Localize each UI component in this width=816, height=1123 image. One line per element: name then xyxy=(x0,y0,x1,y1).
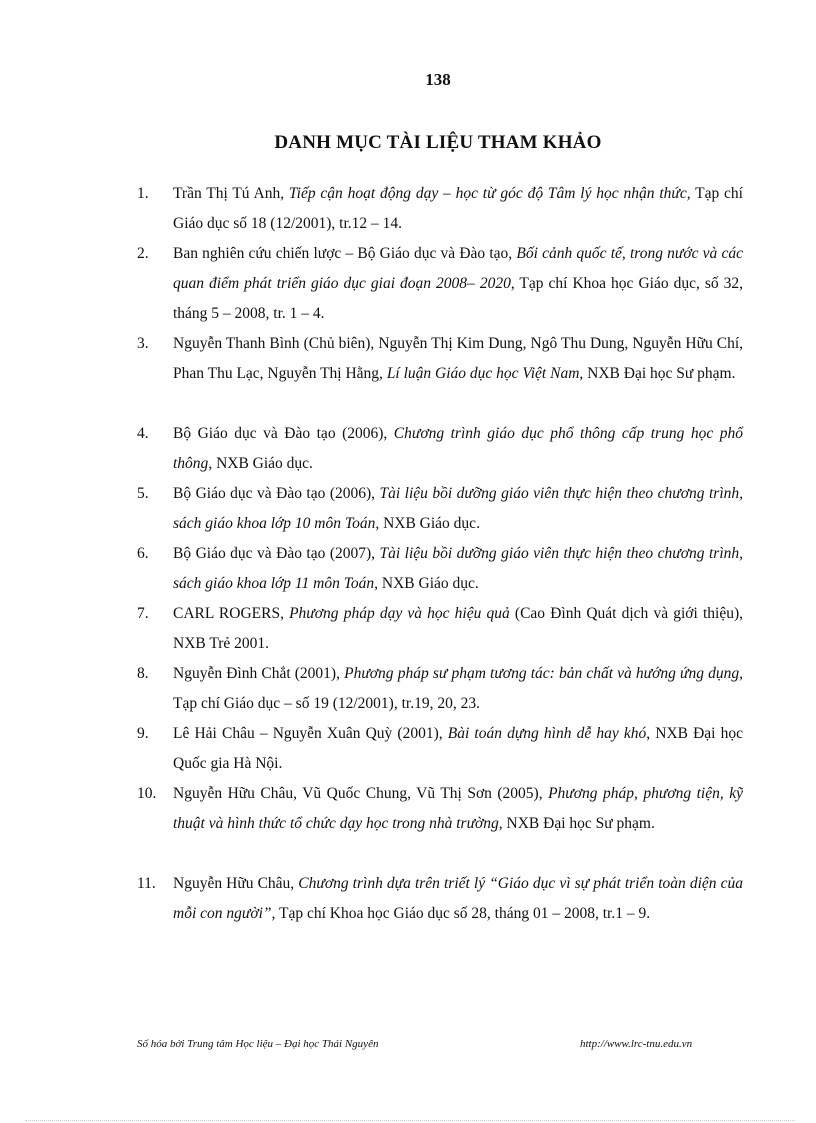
reference-number: 8. xyxy=(137,665,149,682)
reference-text xyxy=(173,239,743,329)
reference-title: Tài liệu bồi dưỡng giáo viên thực hiện theo chương trình, sách giáo khoa lớp 11 môn Toán, xyxy=(173,545,744,592)
reference-text xyxy=(173,719,743,779)
reference-title: Phương pháp sư phạm tương tác: bản chất và hướng ứng dụng, xyxy=(344,665,744,682)
reference-segment: (Cao Đình Quát dịch và giới thiệu), NXB Trẻ 2001. xyxy=(173,605,743,652)
reference-segment: NXB Giáo dục. xyxy=(379,515,480,532)
reference-number: 7. xyxy=(137,605,149,622)
reference-title: Phương pháp dạy và học hiệu quả xyxy=(289,605,510,622)
reference-segment: NXB Giáo dục. xyxy=(378,575,479,592)
reference-title: Chương trình dựa trên triết lý “Giáo dục vì sự phát triển toàn diện của mỗi con người”, xyxy=(173,875,744,922)
page-bottom-divider xyxy=(25,1120,795,1121)
reference-segment: Bộ Giáo dục và Đào tạo (2006), xyxy=(173,485,380,502)
reference-number: 10. xyxy=(137,785,157,802)
reference-segment: , Tạp chí Khoa học Giáo dục, số 32, tháng 5 – 2008, tr. 1 – 4. xyxy=(173,275,744,322)
reference-text xyxy=(173,539,743,599)
footer-url[interactable]: http://www.lrc-tnu.edu.vn xyxy=(580,1038,693,1050)
reference-text xyxy=(173,329,743,389)
reference-segment: Bộ Giáo dục và Đào tạo (2006), xyxy=(173,425,394,442)
reference-segment: Lê Hải Châu – Nguyễn Xuân Quỳ (2001), xyxy=(173,725,448,742)
reference-text xyxy=(173,479,743,539)
reference-segment: Nguyễn Đình Chắt (2001), xyxy=(173,665,345,682)
reference-text xyxy=(173,779,743,839)
reference-segment: Tạp chí Giáo dục – số 19 (12/2001), tr.19, 20, 23. xyxy=(173,695,480,712)
reference-text xyxy=(173,599,743,659)
reference-segment: Bộ Giáo dục và Đào tạo (2007), xyxy=(173,545,380,562)
reference-segment: , NXB Đại học Quốc gia Hà Nội. xyxy=(173,725,743,772)
reference-text xyxy=(173,419,743,479)
reference-segment: Nguyễn Hữu Châu, Vũ Quốc Chung, Vũ Thị Sơn (2005), xyxy=(173,785,549,802)
reference-text xyxy=(173,869,743,929)
reference-text xyxy=(173,179,743,239)
reference-number: 6. xyxy=(137,545,149,562)
reference-title: Tiếp cận hoạt động dạy – học từ góc độ Tâm lý học nhận thức, xyxy=(288,185,691,202)
reference-number: 9. xyxy=(137,725,149,742)
reference-number: 5. xyxy=(137,485,149,502)
reference-title: Bối cảnh quốc tế, trong nước và các quan điểm phát triển giáo dục giai đoạn 2008– 2020 xyxy=(173,245,743,292)
reference-number: 2. xyxy=(137,245,149,262)
reference-number: 3. xyxy=(137,335,149,352)
reference-text xyxy=(173,659,743,719)
reference-segment: Trần Thị Tú Anh, xyxy=(173,185,289,202)
reference-segment: , NXB Giáo dục. xyxy=(208,455,313,472)
reference-title: Chương trình giáo dục phổ thông cấp trung học phổ thông xyxy=(173,425,743,472)
page-number: 138 xyxy=(425,70,451,89)
reference-title: Tài liệu bồi dưỡng giáo viên thực hiện theo chương trình, sách giáo khoa lớp 10 môn Toán, xyxy=(173,485,744,532)
reference-title: Phương pháp, phương tiện, kỹ thuật và hình thức tổ chức dạy học trong nhà trường, xyxy=(173,785,743,832)
reference-number: 4. xyxy=(137,425,149,442)
reference-segment: Nguyễn Hữu Châu, xyxy=(173,875,299,892)
reference-segment: Ban nghiên cứu chiến lược – Bộ Giáo dục và Đào tạo, xyxy=(173,245,517,262)
reference-segment: Tạp chí Giáo dục số 18 (12/2001), tr.12 – 14. xyxy=(173,185,743,232)
reference-title: Bài toán dựng hình dễ hay khó xyxy=(447,725,647,742)
footer-source: Số hóa bởi Trung tâm Học liệu – Đại học Thái Nguyên xyxy=(137,1038,379,1050)
reference-segment: NXB Đại học Sư phạm. xyxy=(502,815,655,832)
reference-number: 11. xyxy=(137,875,156,892)
reference-number: 1. xyxy=(137,185,149,202)
reference-title: Lí luận Giáo dục học Việt Nam xyxy=(386,365,580,382)
reference-segment: Tạp chí Khoa học Giáo dục số 28, tháng 01 – 2008, tr.1 – 9. xyxy=(275,905,651,922)
page-title: DANH MỤC TÀI LIỆU THAM KHẢO xyxy=(274,132,602,153)
reference-segment: Nguyễn Thanh Bình (Chủ biên), Nguyễn Thị Kim Dung, Ngô Thu Dung, Nguyễn Hữu Chí, Phan Thu Lạc, Nguyễn Thị Hằng, xyxy=(173,335,743,382)
reference-segment: , NXB Đại học Sư phạm. xyxy=(579,365,736,382)
reference-segment: CARL ROGERS, xyxy=(173,605,290,622)
